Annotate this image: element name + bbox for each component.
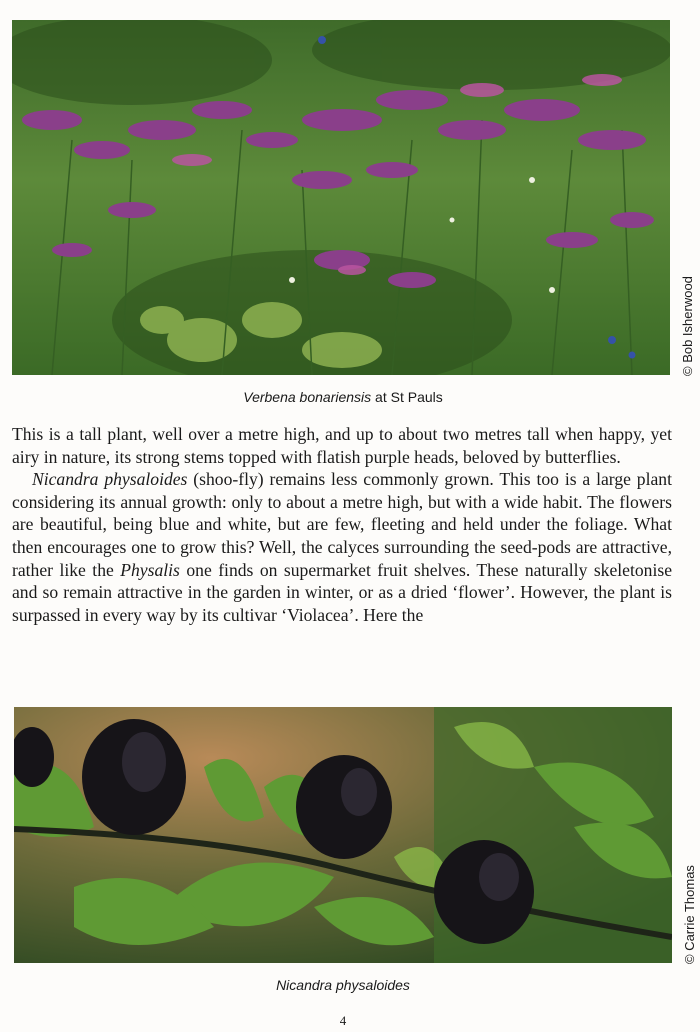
photo-credit: © Bob Isherwood [680, 276, 695, 376]
caption-species: Nicandra physaloides [276, 977, 410, 993]
caption-location: at St Pauls [371, 389, 443, 405]
paragraph-text: one finds on supermarket fruit shelves. These naturally skeletonise and so remain attractive in the garden in winter, or as a dried ‘flower’. However, the plant is surpassed in every way by its cultivar ‘Violacea’. Here the [12, 559, 672, 625]
page-number: 4 [339, 1013, 347, 1028]
paragraph [12, 468, 672, 626]
nicandra-photo-image [14, 707, 672, 963]
photo-credit: © Carrie Thomas [682, 865, 697, 964]
paragraph-text: (shoo-fly) remains less commonly grown. This too is a large plant considering its annual growth: only to about a metre high, but with a wide habit. The flowers are beautiful, being blue and white, but are few, fleeting and held under the foliage. What then encourages one to grow this? Well, the calyces surrounding the seed-pods are attractive, rather like the [12, 469, 672, 580]
article-body [12, 423, 672, 626]
species-name: Physalis [120, 559, 180, 580]
photo-caption [0, 977, 686, 993]
verbena-photo [12, 20, 670, 375]
verbena-photo-image [12, 20, 670, 375]
photo-caption [0, 389, 686, 405]
paragraph: This is a tall plant, well over a metre high, and up to about two metres tall when happy, yet airy in nature, its strong stems topped with flatish purple heads, beloved by butterflies. [12, 424, 672, 467]
species-name: Nicandra physaloides [32, 469, 188, 490]
caption-species: Verbena bonariensis [243, 389, 372, 405]
nicandra-photo [14, 707, 672, 963]
